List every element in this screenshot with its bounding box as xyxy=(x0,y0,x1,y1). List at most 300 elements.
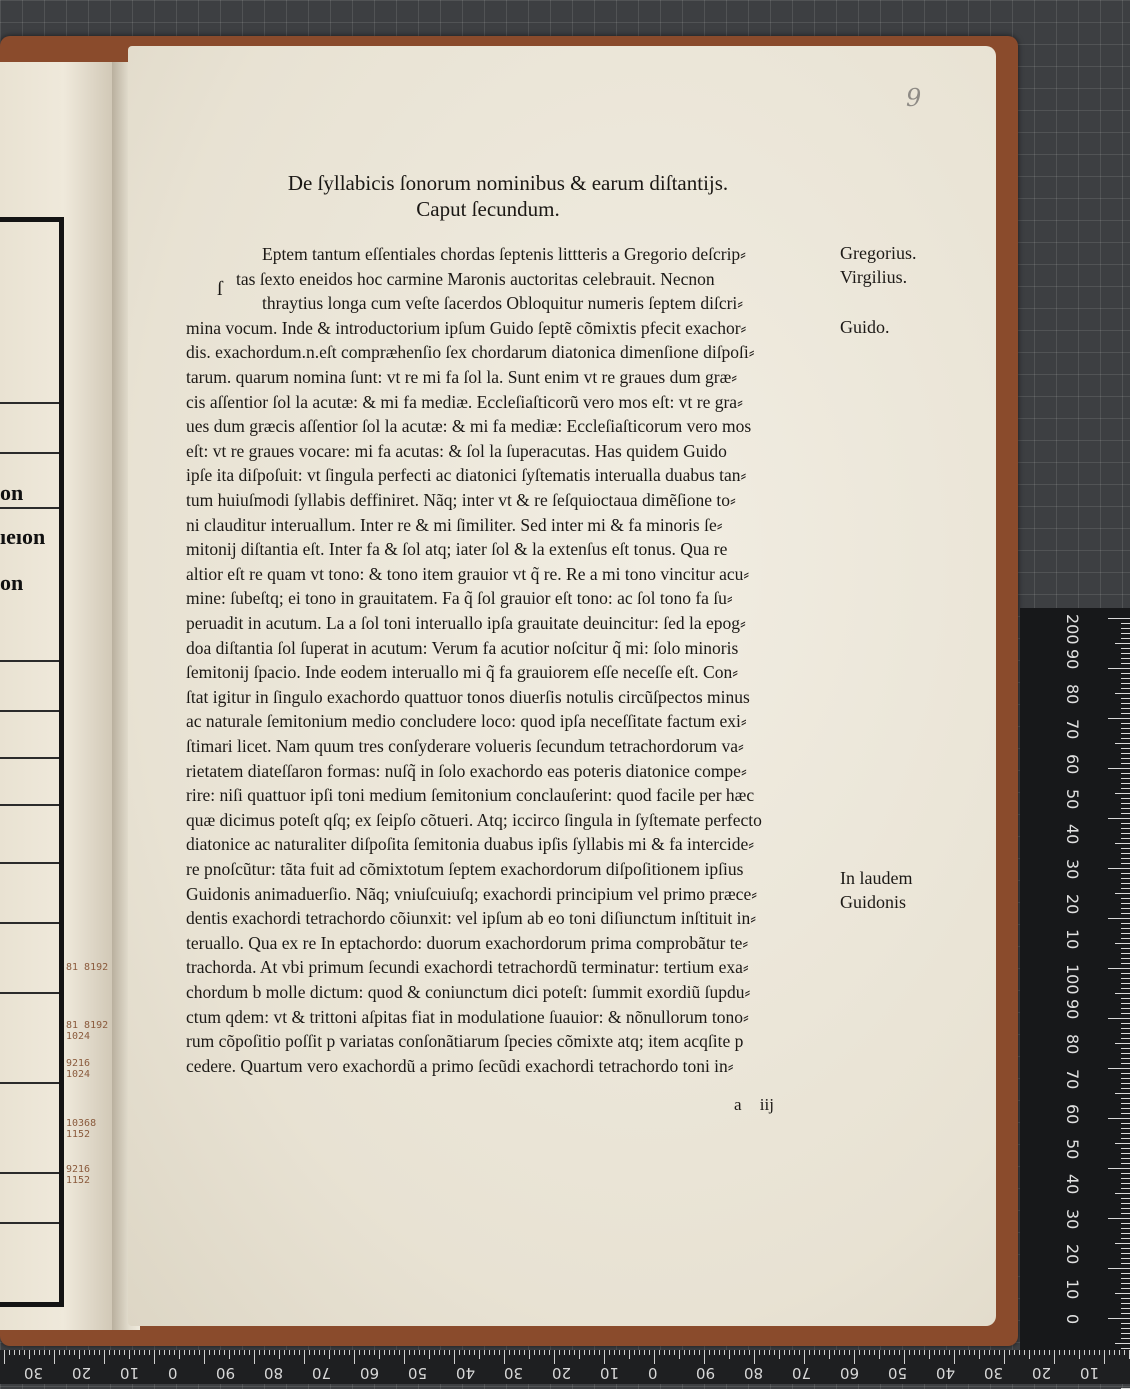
ruler-tick xyxy=(1121,928,1130,929)
body-line: dis. exachordum.n.eſt compræhenſio ſex chordarum diatonica dimenſione diſpoſi⸗ xyxy=(186,342,755,363)
pencil-note-5: 9216 1152 xyxy=(66,1164,91,1186)
ruler-tick xyxy=(559,1350,560,1355)
ruler-tick xyxy=(1121,1058,1130,1059)
ruler-tick xyxy=(1121,1338,1130,1339)
ruler-tick xyxy=(229,1350,230,1359)
horizontal-ruler xyxy=(0,1350,1130,1384)
ruler-tick xyxy=(124,1350,125,1355)
ruler-tick xyxy=(1034,1350,1035,1355)
ruler-tick xyxy=(1121,1013,1130,1014)
left-page-border-frame xyxy=(0,217,64,1307)
ruler-tick xyxy=(1121,803,1130,804)
ruler-tick xyxy=(529,1350,530,1359)
ruler-tick xyxy=(1108,818,1130,819)
ruler-tick xyxy=(1121,1208,1130,1209)
body-line: ues dum græcis aſſentior ſol la acutæ: & mi fa mediæ: Eccleſiaſticorum vero mos xyxy=(186,416,752,437)
body-line: re pnoſcũtur: tãta fuit ad cõmixtotum ſeptem exachordorum diſpoſitionem ipſius xyxy=(186,859,744,879)
ruler-tick xyxy=(89,1350,90,1355)
ruler-label: 40 xyxy=(456,1364,476,1382)
ruler-tick xyxy=(1121,1133,1130,1134)
ruler-tick xyxy=(1019,1350,1020,1355)
ruler-tick xyxy=(1115,643,1130,644)
body-line: peruadit in acutum. La a ſol toni interuallo ipſa grauitate deuincitur: ſed la epog⸗ xyxy=(186,613,746,633)
ruler-tick xyxy=(1121,933,1130,934)
ruler-tick xyxy=(1121,873,1130,874)
ruler-label: 80 xyxy=(264,1364,284,1382)
ruler-tick xyxy=(1121,898,1130,899)
ruler-tick xyxy=(1094,1350,1095,1355)
ruler-tick xyxy=(1121,1233,1130,1234)
ruler-label: 80 xyxy=(744,1364,764,1382)
ruler-tick xyxy=(669,1350,670,1355)
ruler-tick xyxy=(749,1350,750,1355)
ruler-tick xyxy=(19,1350,20,1355)
ruler-tick xyxy=(109,1350,110,1355)
ruler-tick xyxy=(1064,1350,1065,1355)
ruler-tick xyxy=(184,1350,185,1355)
ruler-tick xyxy=(1121,1333,1130,1334)
ruler-tick xyxy=(1121,883,1130,884)
ruler-tick xyxy=(1115,1143,1130,1144)
ruler-tick xyxy=(144,1350,145,1355)
ruler-label: 70 xyxy=(1063,1069,1082,1090)
chapter-subtitle: Caput ſecundum. xyxy=(416,197,560,221)
ruler-tick xyxy=(1121,1028,1130,1029)
ruler-tick xyxy=(264,1350,265,1355)
ruler-tick xyxy=(1108,1218,1130,1219)
ruler-label: 30 xyxy=(24,1364,44,1382)
ruler-tick xyxy=(654,1350,655,1364)
ruler-tick xyxy=(549,1350,550,1355)
ruler-tick xyxy=(569,1350,570,1355)
ruler-tick xyxy=(314,1350,315,1355)
ruler-tick xyxy=(1115,843,1130,844)
ruler-tick xyxy=(74,1350,75,1355)
ruler-tick xyxy=(99,1350,100,1355)
ruler-label: 0 xyxy=(648,1364,658,1382)
ruler-tick xyxy=(604,1350,605,1364)
frame-word-2: ıeıon xyxy=(0,524,46,549)
ruler-tick xyxy=(214,1350,215,1355)
ruler-tick xyxy=(49,1350,50,1355)
ruler-tick xyxy=(224,1350,225,1355)
ruler-tick xyxy=(1121,1188,1130,1189)
ruler-tick xyxy=(389,1350,390,1355)
ruler-tick xyxy=(1108,1268,1130,1269)
ruler-tick xyxy=(1029,1350,1030,1359)
ruler-tick xyxy=(1115,943,1130,944)
chapter-title: De ſyllabicis ſonorum nominibus & earum diſtantijs. xyxy=(287,171,729,195)
ruler-tick xyxy=(719,1350,720,1355)
ruler-tick xyxy=(1121,998,1130,999)
body-line: ac naturale ſemitonium medio concludere loco: quod ipſa neceſſitate factum exi⸗ xyxy=(186,711,747,732)
ruler-tick xyxy=(139,1350,140,1355)
ruler-tick xyxy=(1069,1350,1070,1355)
ruler-tick xyxy=(1121,1033,1130,1034)
ruler-tick xyxy=(1108,868,1130,869)
ruler-label: 80 xyxy=(1063,684,1082,705)
ruler-tick xyxy=(249,1350,250,1355)
margin-note-laudem-1: In laudem xyxy=(840,868,913,888)
ruler-tick xyxy=(1115,743,1130,744)
ruler-tick xyxy=(269,1350,270,1355)
ruler-tick xyxy=(54,1350,55,1364)
ruler-tick xyxy=(64,1350,65,1355)
ruler-tick xyxy=(1121,903,1130,904)
ruler-tick xyxy=(1121,698,1130,699)
ruler-tick xyxy=(1121,828,1130,829)
ruler-tick xyxy=(1039,1350,1040,1355)
ruler-tick xyxy=(979,1350,980,1359)
ruler-tick xyxy=(1121,753,1130,754)
ruler-tick xyxy=(1121,1113,1130,1114)
ruler-tick xyxy=(364,1350,365,1355)
ruler-tick xyxy=(1121,913,1130,914)
ruler-label: 10 xyxy=(1063,929,1082,950)
ruler-tick xyxy=(1089,1350,1090,1355)
ruler-tick xyxy=(1121,1128,1130,1129)
ruler-tick xyxy=(544,1350,545,1355)
ruler-tick xyxy=(189,1350,190,1355)
ruler-tick xyxy=(1121,673,1130,674)
ruler-label: 20 xyxy=(552,1364,572,1382)
ruler-tick xyxy=(1108,1168,1130,1169)
body-line: ſtat igitur in ſingulo exachordo quattuor tonos diuerſis notulis circũſpectos minus xyxy=(186,686,750,707)
ruler-tick xyxy=(844,1350,845,1355)
ruler-tick xyxy=(1121,1123,1130,1124)
ruler-label: 20 xyxy=(1063,894,1082,915)
ruler-tick xyxy=(1121,633,1130,634)
ruler-label: 60 xyxy=(1063,1104,1082,1125)
ruler-tick xyxy=(1121,908,1130,909)
ruler-label: 30 xyxy=(1063,859,1082,880)
ruler-tick xyxy=(874,1350,875,1355)
ruler-tick xyxy=(1121,878,1130,879)
ruler-tick xyxy=(949,1350,950,1355)
ruler-tick xyxy=(594,1350,595,1355)
ruler-tick xyxy=(439,1350,440,1355)
ruler-tick xyxy=(694,1350,695,1355)
ruler-tick xyxy=(24,1350,25,1355)
ruler-label: 40 xyxy=(1063,824,1082,845)
ruler-tick xyxy=(1121,1298,1130,1299)
ruler-tick xyxy=(679,1350,680,1359)
ruler-tick xyxy=(174,1350,175,1355)
ruler-tick xyxy=(1121,778,1130,779)
ruler-tick xyxy=(209,1350,210,1355)
ruler-tick xyxy=(729,1350,730,1359)
ruler-tick xyxy=(564,1350,565,1355)
ruler-label: 20 xyxy=(1063,1244,1082,1265)
ruler-tick xyxy=(259,1350,260,1355)
ruler-tick xyxy=(404,1350,405,1364)
ruler-tick xyxy=(134,1350,135,1355)
ruler-tick xyxy=(584,1350,585,1355)
ruler-tick xyxy=(999,1350,1000,1355)
ruler-tick xyxy=(1108,968,1130,969)
ruler-tick xyxy=(59,1350,60,1355)
ruler-tick xyxy=(1114,1350,1115,1355)
ruler-tick xyxy=(1121,1228,1130,1229)
ruler-tick xyxy=(1121,758,1130,759)
body-line: cedere. Quartum vero exachordũ a primo ſecũdi exachordi tetrachordo toni in⸗ xyxy=(186,1055,734,1076)
body-line: doa diſtantia ſol ſuperat in acutum: Verum fa acutior noſcitur q̃ mi: ſolo minoris xyxy=(186,637,739,658)
body-line: rum cõpoſitio poſſit p variatas conſonãtiarum ſpecies cõmixte atq; item acqſite p xyxy=(186,1031,744,1052)
ruler-label: 50 xyxy=(888,1364,908,1382)
pencil-note-3: 9216 1024 xyxy=(66,1058,91,1080)
ruler-tick xyxy=(539,1350,540,1355)
ruler-tick xyxy=(289,1350,290,1355)
ruler-tick xyxy=(829,1350,830,1359)
ruler-tick xyxy=(449,1350,450,1355)
pencil-note-4: 10368 1152 xyxy=(66,1118,97,1140)
ruler-tick xyxy=(194,1350,195,1355)
vertical-ruler xyxy=(1020,608,1130,1384)
ruler-tick xyxy=(199,1350,200,1355)
frame-word-1: on xyxy=(0,480,24,505)
body-line: mine: ſubeſtq; ei tono in grauitatem. Fa q̃ ſol grauior eſt tono: ac ſol tono fa ſu⸗ xyxy=(186,588,733,609)
ruler-label: 30 xyxy=(984,1364,1004,1382)
ruler-label: 90 xyxy=(216,1364,236,1382)
ruler-tick xyxy=(1121,1008,1130,1009)
ruler-tick xyxy=(1059,1350,1060,1355)
ruler-tick xyxy=(204,1350,205,1364)
ruler-tick xyxy=(309,1350,310,1355)
ruler-tick xyxy=(1121,958,1130,959)
ruler-tick xyxy=(1115,893,1130,894)
ruler-tick xyxy=(354,1350,355,1364)
ruler-tick xyxy=(1121,983,1130,984)
ruler-tick xyxy=(1121,1238,1130,1239)
ruler-tick xyxy=(119,1350,120,1355)
ruler-tick xyxy=(924,1350,925,1355)
ruler-tick xyxy=(859,1350,860,1355)
ruler-tick xyxy=(1121,1148,1130,1149)
ruler-tick xyxy=(1121,763,1130,764)
ruler-tick xyxy=(79,1350,80,1359)
ruler-tick xyxy=(304,1350,305,1364)
ruler-tick xyxy=(1121,1283,1130,1284)
ruler-tick xyxy=(794,1350,795,1355)
ruler-tick xyxy=(1108,918,1130,919)
ruler-tick xyxy=(434,1350,435,1355)
ruler-label: 30 xyxy=(1063,1209,1082,1230)
ruler-tick xyxy=(44,1350,45,1355)
ruler-tick xyxy=(499,1350,500,1355)
ruler-tick xyxy=(319,1350,320,1355)
ruler-tick xyxy=(644,1350,645,1355)
ruler-tick xyxy=(294,1350,295,1355)
ruler-tick xyxy=(1121,628,1130,629)
ruler-tick xyxy=(1109,1350,1110,1355)
body-line: eſt: vt re graues vocare: mi fa acutas: & ſol la ſuperacutas. Has quidem Guido xyxy=(186,440,727,461)
ruler-label: 10 xyxy=(1063,1279,1082,1300)
ruler-tick xyxy=(1121,1073,1130,1074)
ruler-tick xyxy=(1121,1213,1130,1214)
ruler-tick xyxy=(589,1350,590,1355)
ruler-tick xyxy=(1121,723,1130,724)
ruler-label: 80 xyxy=(1063,1034,1082,1055)
ruler-tick xyxy=(614,1350,615,1355)
ruler-tick xyxy=(1121,848,1130,849)
ruler-label: 200 xyxy=(1063,614,1082,645)
ruler-tick xyxy=(279,1350,280,1359)
ruler-tick xyxy=(4,1350,5,1364)
ruler-tick xyxy=(444,1350,445,1355)
ruler-tick xyxy=(629,1350,630,1359)
margin-note-guido: Guido. xyxy=(840,317,890,337)
ruler-tick xyxy=(1108,1068,1130,1069)
ruler-tick xyxy=(219,1350,220,1355)
ruler-tick xyxy=(914,1350,915,1355)
ruler-tick xyxy=(1115,1343,1130,1344)
ruler-tick xyxy=(1009,1350,1010,1355)
pencil-note-1: 81 8192 xyxy=(66,962,109,973)
body-line: mitonij diſtantia eſt. Inter fa & ſol atq; iater ſol & la extenſus eſt tonus. Qua re xyxy=(186,539,728,560)
ruler-tick xyxy=(799,1350,800,1355)
ruler-label: 60 xyxy=(840,1364,860,1382)
ruler-tick xyxy=(1121,1308,1130,1309)
ruler-tick xyxy=(1121,1003,1130,1004)
ruler-tick xyxy=(1121,938,1130,939)
ruler-tick xyxy=(894,1350,895,1355)
ruler-tick xyxy=(1121,1153,1130,1154)
ruler-tick xyxy=(459,1350,460,1355)
ruler-tick xyxy=(1119,1350,1120,1355)
ruler-tick xyxy=(1121,788,1130,789)
ruler-tick xyxy=(164,1350,165,1355)
ruler-tick xyxy=(1121,1083,1130,1084)
body-line: diatonice ac naturaliter diſpoſita ſemitonia duabus ipſis ſyllabis mi & fa intercide⸗ xyxy=(186,834,755,855)
ruler-tick xyxy=(129,1350,130,1359)
ruler-tick xyxy=(69,1350,70,1355)
ruler-tick xyxy=(1121,813,1130,814)
ruler-tick xyxy=(1121,1063,1130,1064)
ruler-tick xyxy=(1121,1323,1130,1324)
ruler-tick xyxy=(1104,1350,1105,1364)
ruler-label: 70 xyxy=(792,1364,812,1382)
ruler-tick xyxy=(1121,1053,1130,1054)
ruler-tick xyxy=(824,1350,825,1355)
margin-note-gregorius: Gregorius. xyxy=(840,243,917,263)
ruler-tick xyxy=(1121,863,1130,864)
ruler-tick xyxy=(1121,1108,1130,1109)
body-line: Guidonis animaduerſio. Nãq; vniuſcuiuſq; exachordi principium vel primo præce⸗ xyxy=(186,883,758,904)
ruler-tick xyxy=(929,1350,930,1359)
ruler-tick xyxy=(1115,1243,1130,1244)
ruler-tick xyxy=(1121,1198,1130,1199)
ruler-tick xyxy=(1121,923,1130,924)
ruler-tick xyxy=(1115,1093,1130,1094)
ruler-tick xyxy=(1121,808,1130,809)
ruler-tick xyxy=(849,1350,850,1355)
ruler-tick xyxy=(1004,1350,1005,1364)
ruler-tick xyxy=(1121,733,1130,734)
ruler-tick xyxy=(919,1350,920,1355)
ruler-tick xyxy=(904,1350,905,1364)
ruler-tick xyxy=(1121,833,1130,834)
ruler-tick xyxy=(1121,1303,1130,1304)
ruler-tick xyxy=(514,1350,515,1355)
ruler-tick xyxy=(954,1350,955,1364)
ruler-tick xyxy=(1084,1350,1085,1355)
ruler-tick xyxy=(734,1350,735,1355)
ruler-label: 50 xyxy=(1063,789,1082,810)
ruler-tick xyxy=(1115,1043,1130,1044)
ruler-tick xyxy=(939,1350,940,1355)
ruler-tick xyxy=(674,1350,675,1355)
ruler-tick xyxy=(599,1350,600,1355)
ruler-tick xyxy=(1115,1193,1130,1194)
body-line: tarum. quarum nomina ſunt: vt re mi fa ſol la. Sunt enim vt re graues dum græ⸗ xyxy=(186,367,738,387)
ruler-tick xyxy=(509,1350,510,1355)
ruler-tick xyxy=(1121,823,1130,824)
body-line: dentis exachordi tetrachordo cõiunxit: vel ipſum ab eo toni diſiunctum inſtituit in⸗ xyxy=(186,908,757,929)
ruler-tick xyxy=(754,1350,755,1364)
body-line: cis aſſentior ſol la acutæ: & mi fa mediæ. Eccleſiaſticorũ vero mos eſt: vt re gra⸗ xyxy=(186,391,743,412)
ruler-tick xyxy=(29,1350,30,1359)
ruler-tick xyxy=(839,1350,840,1355)
ruler-tick xyxy=(1014,1350,1015,1355)
ruler-tick xyxy=(1115,993,1130,994)
ruler-tick xyxy=(429,1350,430,1359)
ruler-tick xyxy=(274,1350,275,1355)
ruler-label: 90 xyxy=(1063,999,1082,1020)
ruler-tick xyxy=(489,1350,490,1355)
ruler-tick xyxy=(399,1350,400,1355)
ruler-tick xyxy=(1121,1098,1130,1099)
ruler-label: 10 xyxy=(1080,1364,1100,1382)
ruler-tick xyxy=(1121,1178,1130,1179)
ruler-tick xyxy=(454,1350,455,1364)
ruler-tick xyxy=(1121,1263,1130,1264)
ruler-tick xyxy=(1121,638,1130,639)
ruler-tick xyxy=(179,1350,180,1359)
ruler-label: 60 xyxy=(360,1364,380,1382)
ruler-tick xyxy=(94,1350,95,1355)
ruler-tick xyxy=(504,1350,505,1364)
ruler-tick xyxy=(324,1350,325,1355)
ruler-tick xyxy=(974,1350,975,1355)
ruler-tick xyxy=(709,1350,710,1355)
ruler-tick xyxy=(649,1350,650,1355)
ruler-tick xyxy=(484,1350,485,1355)
ruler-tick xyxy=(469,1350,470,1355)
ruler-tick xyxy=(1121,1078,1130,1079)
ruler-tick xyxy=(1121,798,1130,799)
ruler-tick xyxy=(764,1350,765,1355)
ruler-tick xyxy=(1108,768,1130,769)
ruler-tick xyxy=(1121,1138,1130,1139)
ruler-tick xyxy=(1121,1103,1130,1104)
ruler-label: 60 xyxy=(1063,754,1082,775)
ruler-tick xyxy=(994,1350,995,1355)
ruler-tick xyxy=(1024,1350,1025,1355)
ruler-tick xyxy=(114,1350,115,1355)
ruler-tick xyxy=(759,1350,760,1355)
body-line: tas ſexto eneidos hoc carmine Maronis auctoritas celebrauit. Necnon xyxy=(236,268,715,289)
ruler-tick xyxy=(1121,1348,1130,1349)
ruler-tick xyxy=(769,1350,770,1355)
ruler-label: 10 xyxy=(120,1364,140,1382)
ruler-tick xyxy=(349,1350,350,1355)
ruler-tick xyxy=(1121,653,1130,654)
ruler-tick xyxy=(1074,1350,1075,1355)
ruler-label: 70 xyxy=(312,1364,332,1382)
ruler-tick xyxy=(409,1350,410,1355)
ruler-tick xyxy=(254,1350,255,1364)
ruler-label: 50 xyxy=(1063,1139,1082,1160)
